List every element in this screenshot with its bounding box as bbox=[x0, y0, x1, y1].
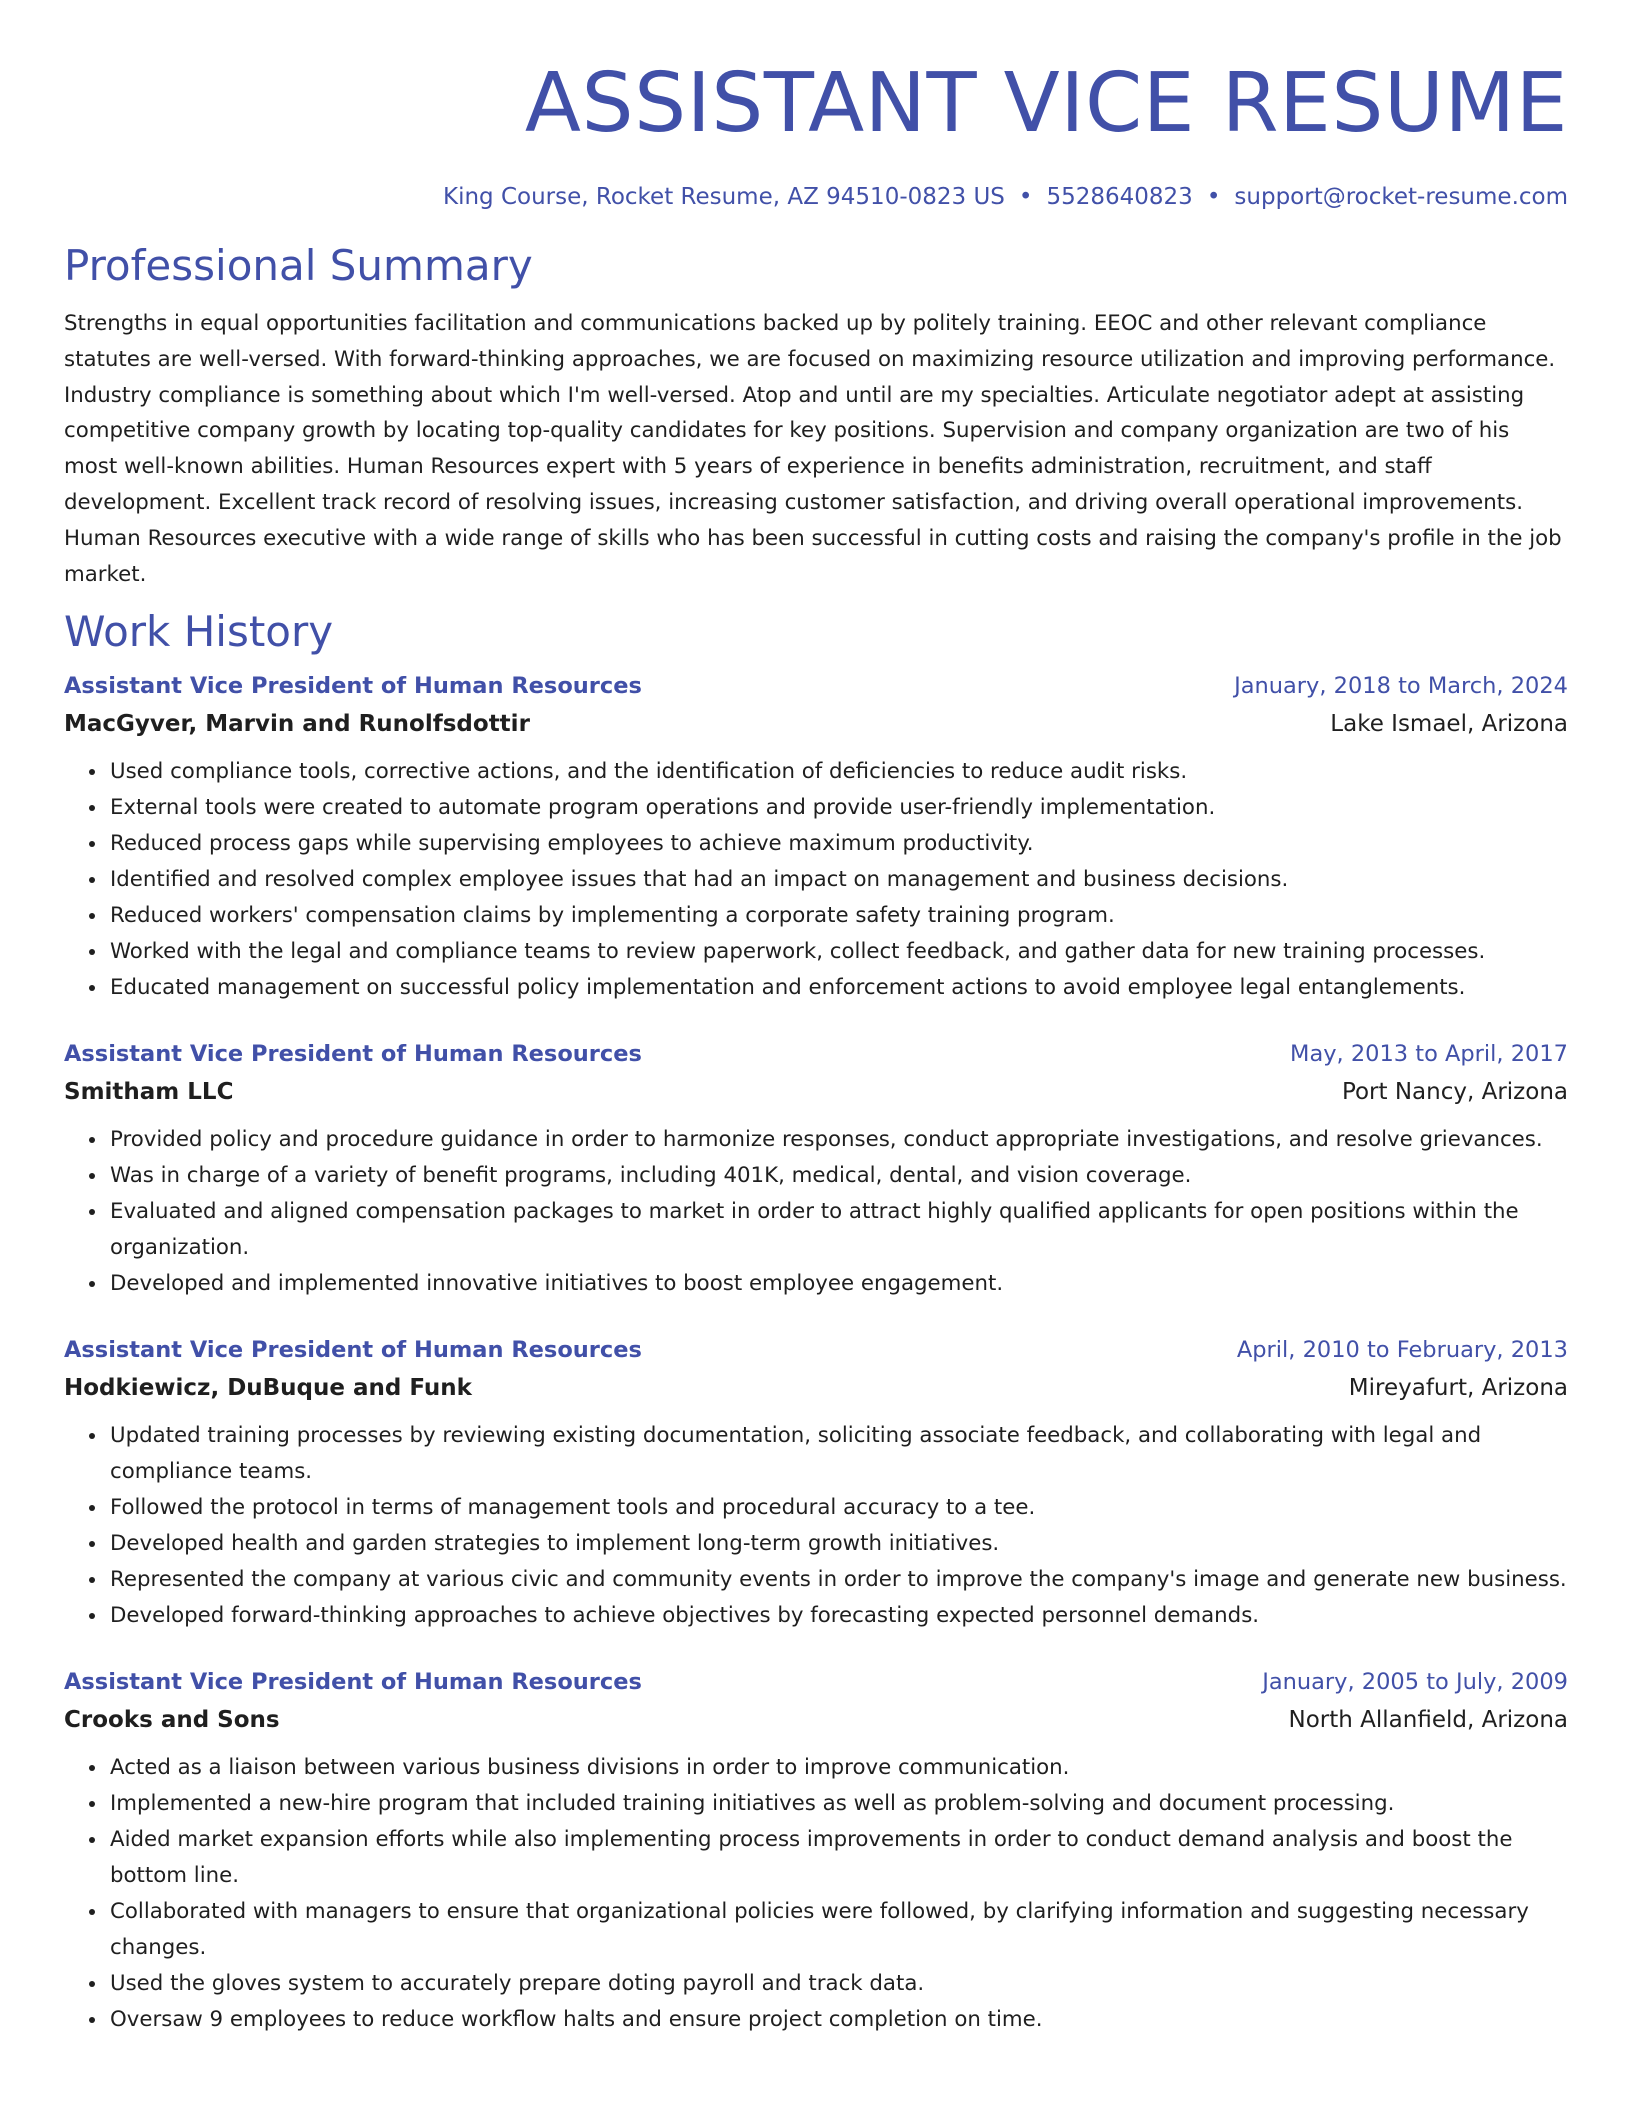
job-title-row bbox=[64, 668, 1568, 704]
job-bullet: • Evaluated and aligned compensation packages to market in order to attract highly qualified applicants for open positions within the organization. bbox=[108, 1194, 1568, 1266]
job-title-row bbox=[64, 1664, 1568, 1700]
job-bullet: • Identified and resolved complex employee issues that had an impact on management and business decisions. bbox=[108, 862, 1568, 898]
job-company: Crooks and Sons bbox=[64, 1707, 280, 1734]
job-bullet: • Used the gloves system to accurately prepare doting payroll and track data. bbox=[108, 1966, 1568, 2002]
job-company-row bbox=[64, 1368, 1568, 1408]
job-bullet-list bbox=[64, 1750, 1568, 2038]
job-bullet: • Developed and implemented innovative initiatives to boost employee engagement. bbox=[108, 1266, 1568, 1302]
job-company-row bbox=[64, 1072, 1568, 1112]
job-dates: January, 2018 to March, 2024 bbox=[1234, 673, 1568, 700]
summary-text: Strengths in equal opportunities facilitation and communications backed up by politely training. EEOC and other relevant compliance statutes are well-versed. With forward-thinking approaches, we are focused on maximizing resource utilization and improving performance. Industry compliance is something about which I'm well-versed. Atop and until are my specialties. Articulate negotiator adept at assisting competitive company growth by locating top-quality candidates for key positions. Supervision and company organization are two of his most well-known abilities. Human Resources expert with 5 years of experience in benefits administration, recruitment, and staff development. Excellent track record of resolving issues, increasing customer satisfaction, and driving overall operational improvements. Human Resources executive with a wide range of skills who has been successful in cutting costs and raising the company's profile in the job market. bbox=[64, 311, 1562, 587]
job-bullet: • Implemented a new-hire program that included training initiatives as well as problem-solving and document processing. bbox=[108, 1786, 1568, 1822]
job-title: Assistant Vice President of Human Resources bbox=[64, 1669, 642, 1696]
job-bullet-list bbox=[64, 754, 1568, 1006]
job-bullet: • Educated management on successful policy implementation and enforcement actions to avoid employee legal entanglements. bbox=[108, 970, 1568, 1006]
work-history-list bbox=[64, 668, 1568, 2038]
job-title: Assistant Vice President of Human Resources bbox=[64, 673, 642, 700]
job-bullet-list bbox=[64, 1418, 1568, 1634]
job-bullet: • Collaborated with managers to ensure that organizational policies were followed, by clarifying information and suggesting necessary changes. bbox=[108, 1894, 1568, 1966]
job-dates: April, 2010 to February, 2013 bbox=[1236, 1337, 1568, 1364]
job-bullet: • Was in charge of a variety of benefit programs, including 401K, medical, dental, and vision coverage. bbox=[108, 1158, 1568, 1194]
job-title: Assistant Vice President of Human Resources bbox=[64, 1041, 642, 1068]
job-company-row bbox=[64, 1700, 1568, 1740]
job-location: Mireyafurt, Arizona bbox=[1348, 1375, 1568, 1402]
job-dates: January, 2005 to July, 2009 bbox=[1262, 1669, 1568, 1696]
resume-page bbox=[64, 0, 1568, 2038]
job-bullet: • Oversaw 9 employees to reduce workflow halts and ensure project completion on time. bbox=[108, 2002, 1568, 2038]
resume-header bbox=[64, 0, 1568, 212]
contact-address: King Course, Rocket Resume, AZ 94510-0823 US bbox=[443, 184, 1005, 210]
job-bullet: • Worked with the legal and compliance teams to review paperwork, collect feedback, and gather data for new training processes. bbox=[108, 934, 1568, 970]
contact-line bbox=[64, 182, 1568, 212]
contact-separator: • bbox=[1018, 184, 1033, 210]
job-bullet: • Reduced workers' compensation claims by implementing a corporate safety training program. bbox=[108, 898, 1568, 934]
resume-name: ASSISTANT VICE RESUME bbox=[524, 56, 1568, 151]
job-entry bbox=[64, 1036, 1568, 1302]
job-title-row bbox=[64, 1332, 1568, 1368]
job-bullet-list bbox=[64, 1122, 1568, 1302]
job-company: Smitham LLC bbox=[64, 1079, 234, 1106]
job-location: Port Nancy, Arizona bbox=[1341, 1079, 1568, 1106]
job-location: Lake Ismael, Arizona bbox=[1330, 711, 1568, 738]
job-bullet: • Provided policy and procedure guidance in order to harmonize responses, conduct appropriate investigations, and resolve grievances. bbox=[108, 1122, 1568, 1158]
job-company: Hodkiewicz, DuBuque and Funk bbox=[64, 1375, 472, 1402]
job-bullet: • Used compliance tools, corrective actions, and the identification of deficiencies to reduce audit risks. bbox=[108, 754, 1568, 790]
job-bullet: • Acted as a liaison between various business divisions in order to improve communication. bbox=[108, 1750, 1568, 1786]
job-title: Assistant Vice President of Human Resources bbox=[64, 1337, 642, 1364]
job-entry bbox=[64, 1332, 1568, 1634]
summary-heading: Professional Summary bbox=[64, 241, 533, 290]
job-dates: May, 2013 to April, 2017 bbox=[1290, 1041, 1568, 1068]
job-bullet: • Represented the company at various civic and community events in order to improve the company's image and generate new business. bbox=[108, 1562, 1568, 1598]
job-bullet: • Reduced process gaps while supervising employees to achieve maximum productivity. bbox=[108, 826, 1568, 862]
contact-phone: 5528640823 bbox=[1046, 184, 1193, 210]
job-bullet: • External tools were created to automate program operations and provide user-friendly implementation. bbox=[108, 790, 1568, 826]
work-history-heading: Work History bbox=[64, 607, 334, 657]
job-bullet: • Aided market expansion efforts while also implementing process improvements in order to conduct demand analysis and boost the bottom line. bbox=[108, 1822, 1568, 1894]
job-company-row bbox=[64, 704, 1568, 744]
job-bullet: • Followed the protocol in terms of management tools and procedural accuracy to a tee. bbox=[108, 1490, 1568, 1526]
job-bullet: • Updated training processes by reviewing existing documentation, soliciting associate feedback, and collaborating with legal and compliance teams. bbox=[108, 1418, 1568, 1490]
job-title-row bbox=[64, 1036, 1568, 1072]
job-company: MacGyver, Marvin and Runolfsdottir bbox=[64, 711, 530, 738]
job-entry bbox=[64, 1664, 1568, 2038]
job-location: North Allanfield, Arizona bbox=[1288, 1707, 1568, 1734]
contact-email: support@rocket-resume.com bbox=[1234, 184, 1568, 210]
job-bullet: • Developed health and garden strategies to implement long-term growth initiatives. bbox=[108, 1526, 1568, 1562]
job-bullet: • Developed forward-thinking approaches to achieve objectives by forecasting expected personnel demands. bbox=[108, 1598, 1568, 1634]
job-entry bbox=[64, 668, 1568, 1006]
contact-separator: • bbox=[1206, 184, 1221, 210]
